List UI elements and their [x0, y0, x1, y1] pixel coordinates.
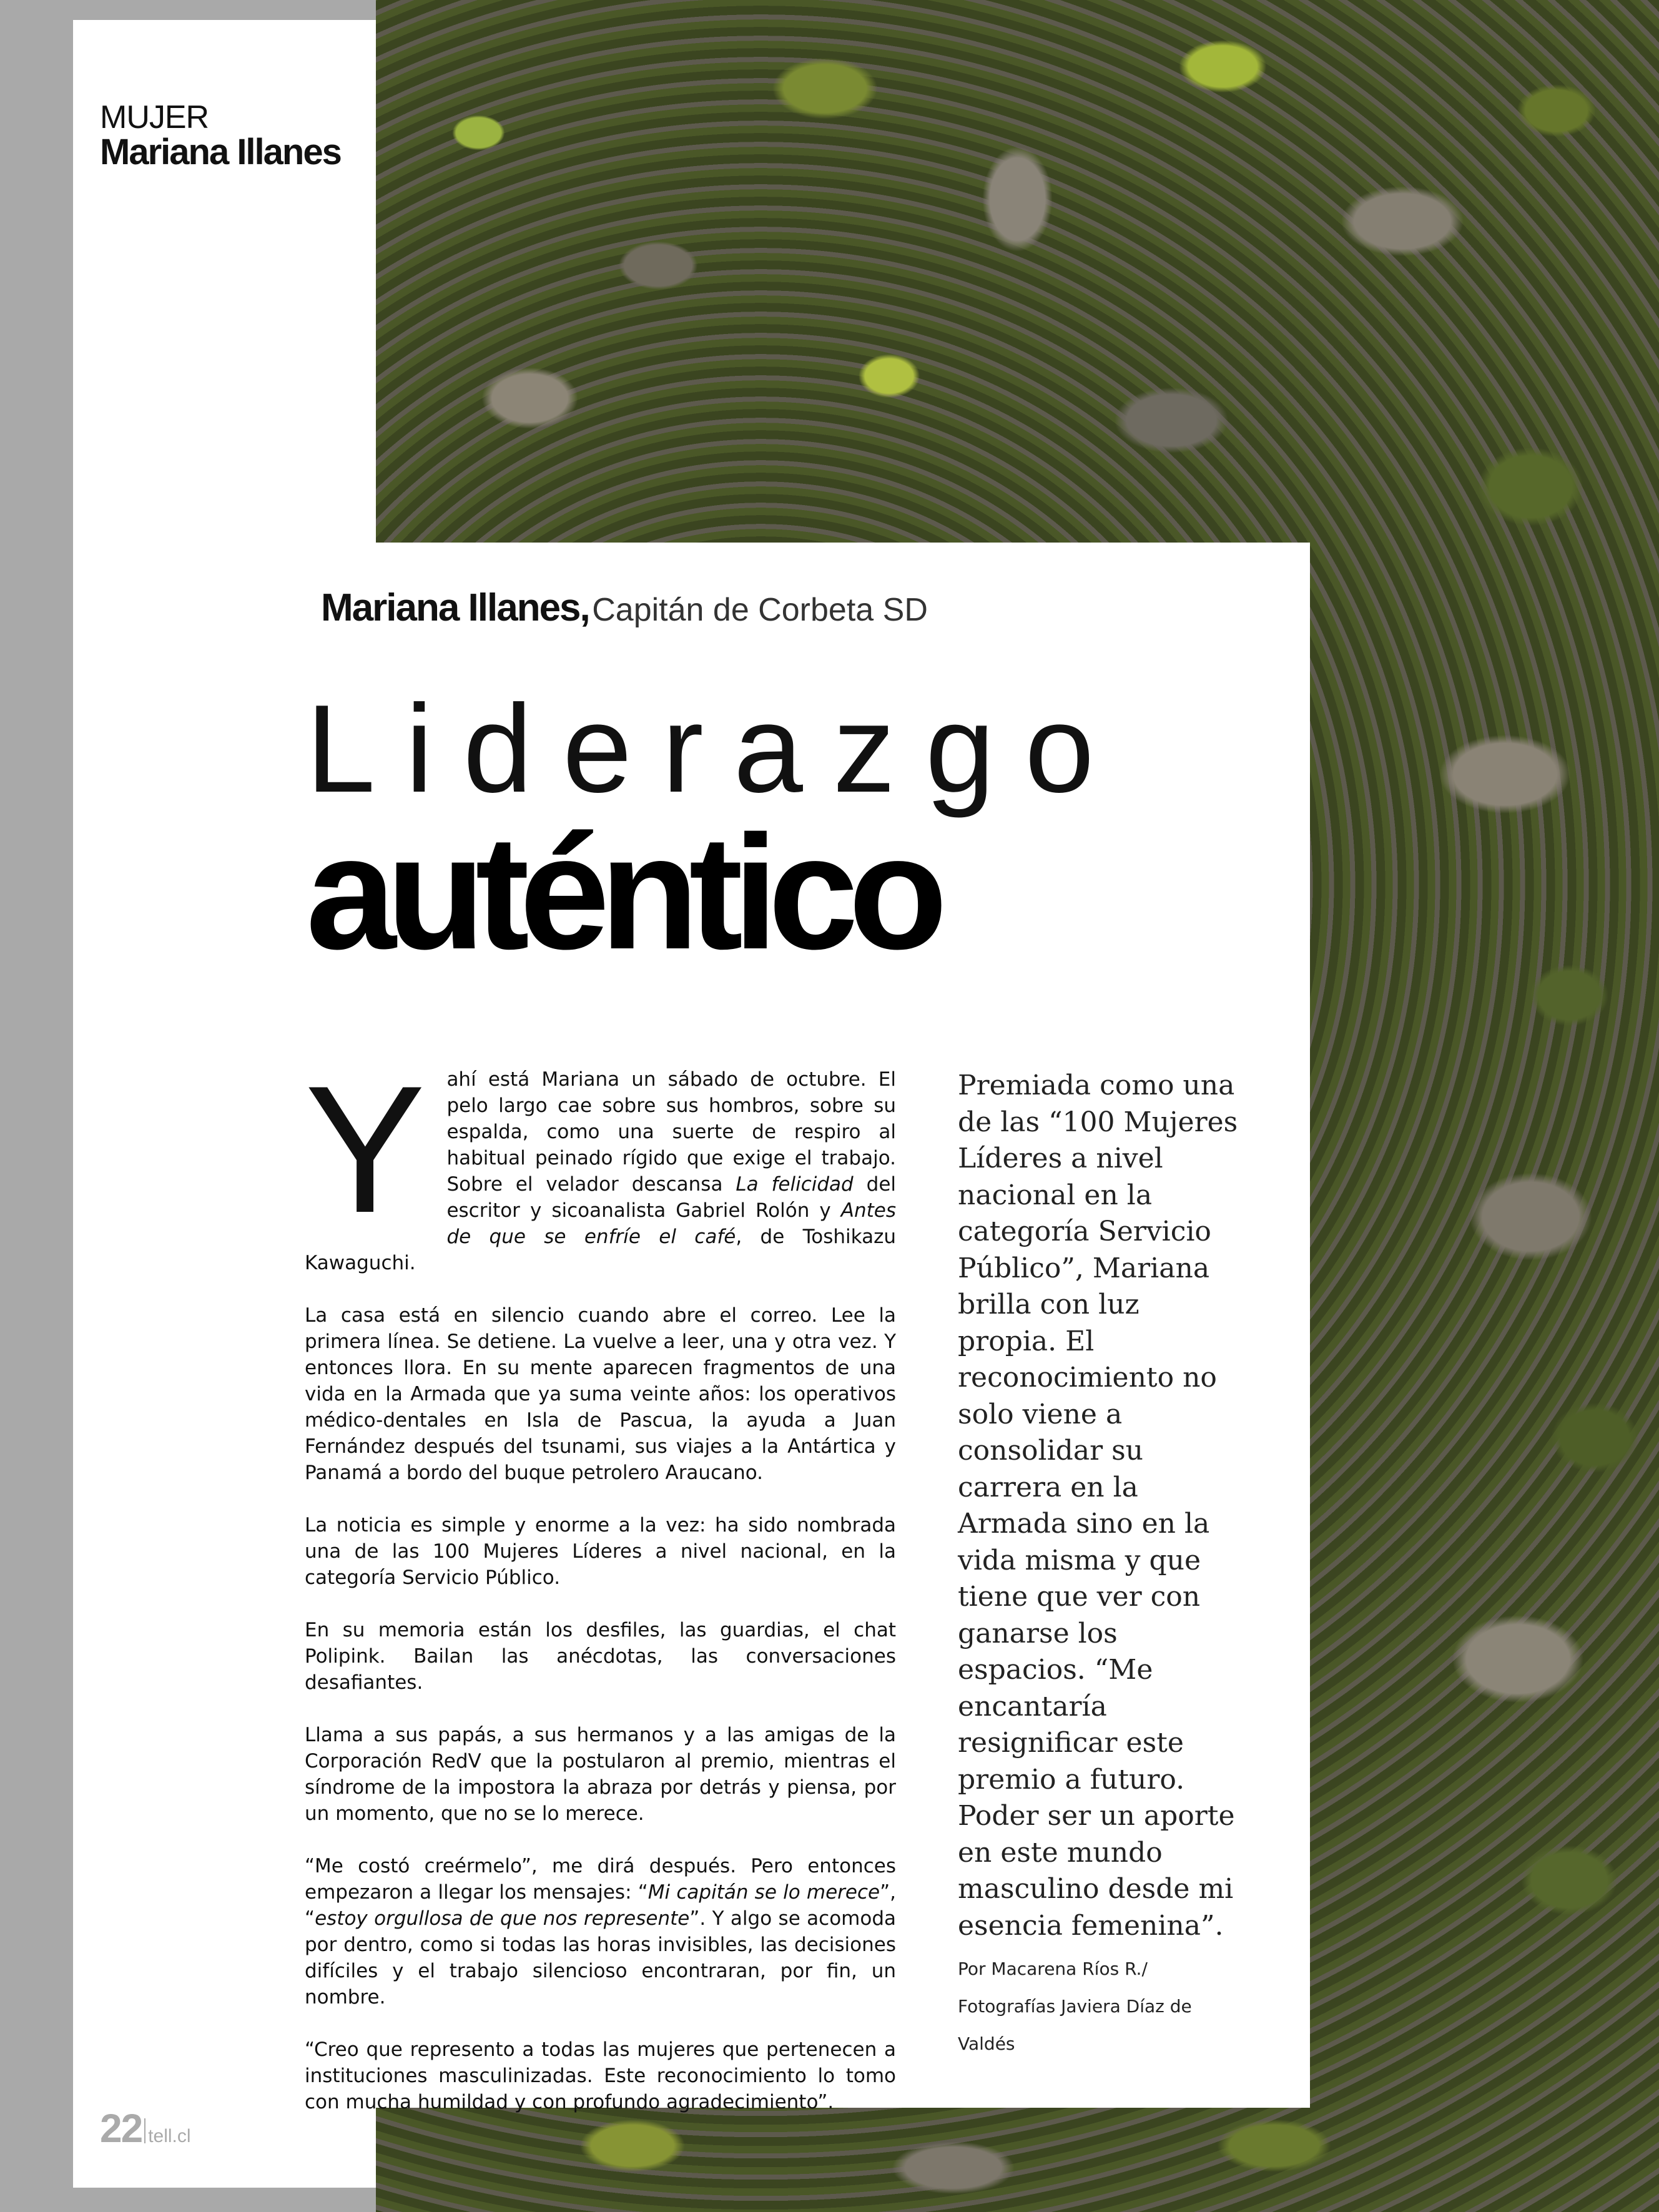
byline-role: Capitán de Corbeta SD: [592, 592, 928, 628]
article-paragraph-6: “Me costó creérmelo”, me dirá después. Pero entonces empezaron a llegar los mensajes: “Mi capitán se lo merece”, “estoy orgullosa de que nos represente”. Y algo se acomoda por dentro, como si todas las horas invisibles, las decisiones difíciles y el trabajo silencioso encontraran, por fin, un nombre.: [305, 1855, 896, 2008]
credit-author: Por Macarena Ríos R./: [958, 1959, 1148, 1979]
pull-quote-sidebar: [958, 1068, 1239, 2063]
byline: [321, 586, 928, 630]
section-header: [100, 101, 341, 171]
article-paragraph-7: “Creo que represento a todas las mujeres que pertenecen a instituciones masculinizadas. Este reconocimiento lo tomo con mucha humildad y con profundo agradecimiento”.: [305, 2038, 896, 2113]
folio-divider: [144, 2118, 145, 2143]
headline-line-1: Liderazgo: [306, 679, 1125, 818]
article-paragraph-3: La noticia es simple y enorme a la vez: ha sido nombrada una de las 100 Mujeres Líderes a nivel nacional, en la categoría Servicio Público.: [305, 1514, 896, 1589]
section-kicker: MUJER: [100, 99, 209, 135]
pull-quote-text: Premiada como una de las “100 Mujeres Líderes a nivel nacional en la categoría Servicio Público”, Mariana brilla con luz propia. El reconocimiento no solo viene a consolidar su carrera en la Armada sino en la vida misma y que tiene que ver con ganarse los espacios. “Me encantaría resignificar este premio a futuro. Poder ser un aporte en este mundo masculino desde mi esencia femenina”.: [958, 1069, 1238, 1942]
byline-name: Mariana Illanes,: [321, 586, 589, 629]
article-paragraph-4: En su memoria están los desfiles, las guardias, el chat Polipink. Bailan las anécdotas, las conversaciones desafiantes.: [305, 1619, 896, 1694]
page-folio: [100, 2105, 191, 2151]
article-paragraph-2: La casa está en silencio cuando abre el correo. Lee la primera línea. Se detiene. La vuelve a leer, una y otra vez. Y entonces llora. En su mente aparecen fragmentos de una vida en la Armada que ya suma veinte años: los operativos médico-dentales en Isla de Pascua, la ayuda a Juan Fernández después del tsunami, sus viajes a la Antártica y Panamá a bordo del buque petrolero Araucano.: [305, 1304, 896, 1484]
article-paragraph-5: Llama a sus papás, a sus hermanos y a las amigas de la Corporación RedV que la postularon al premio, mientras el síndrome de la impostora la abraza por detrás y piensa, por un momento, que no se lo merece.: [305, 1724, 896, 1825]
headline-line-2: auténtico: [306, 802, 938, 983]
drop-cap: Y: [305, 1048, 426, 1251]
section-name: Mariana Illanes: [100, 132, 341, 172]
article-body: [305, 1048, 896, 2141]
folio-site: tell.cl: [148, 2126, 191, 2146]
credit-photographer: Fotografías Javiera Díaz de Valdés: [958, 1996, 1192, 2054]
credits: [958, 1950, 1239, 2063]
page-number: 22: [100, 2106, 142, 2151]
article-paragraph-1: Y ahí está Mariana un sábado de octubre. El pelo largo cae sobre sus hombros, sobre su espalda, como una suerte de respiro al habitual peinado rígido que exige el trabajo. Sobre el velador descansa La felicidad del escritor y sicoanalista Gabriel Rolón y Antes de que se enfríe el café, de Toshikazu Kawaguchi.: [305, 1048, 896, 1274]
